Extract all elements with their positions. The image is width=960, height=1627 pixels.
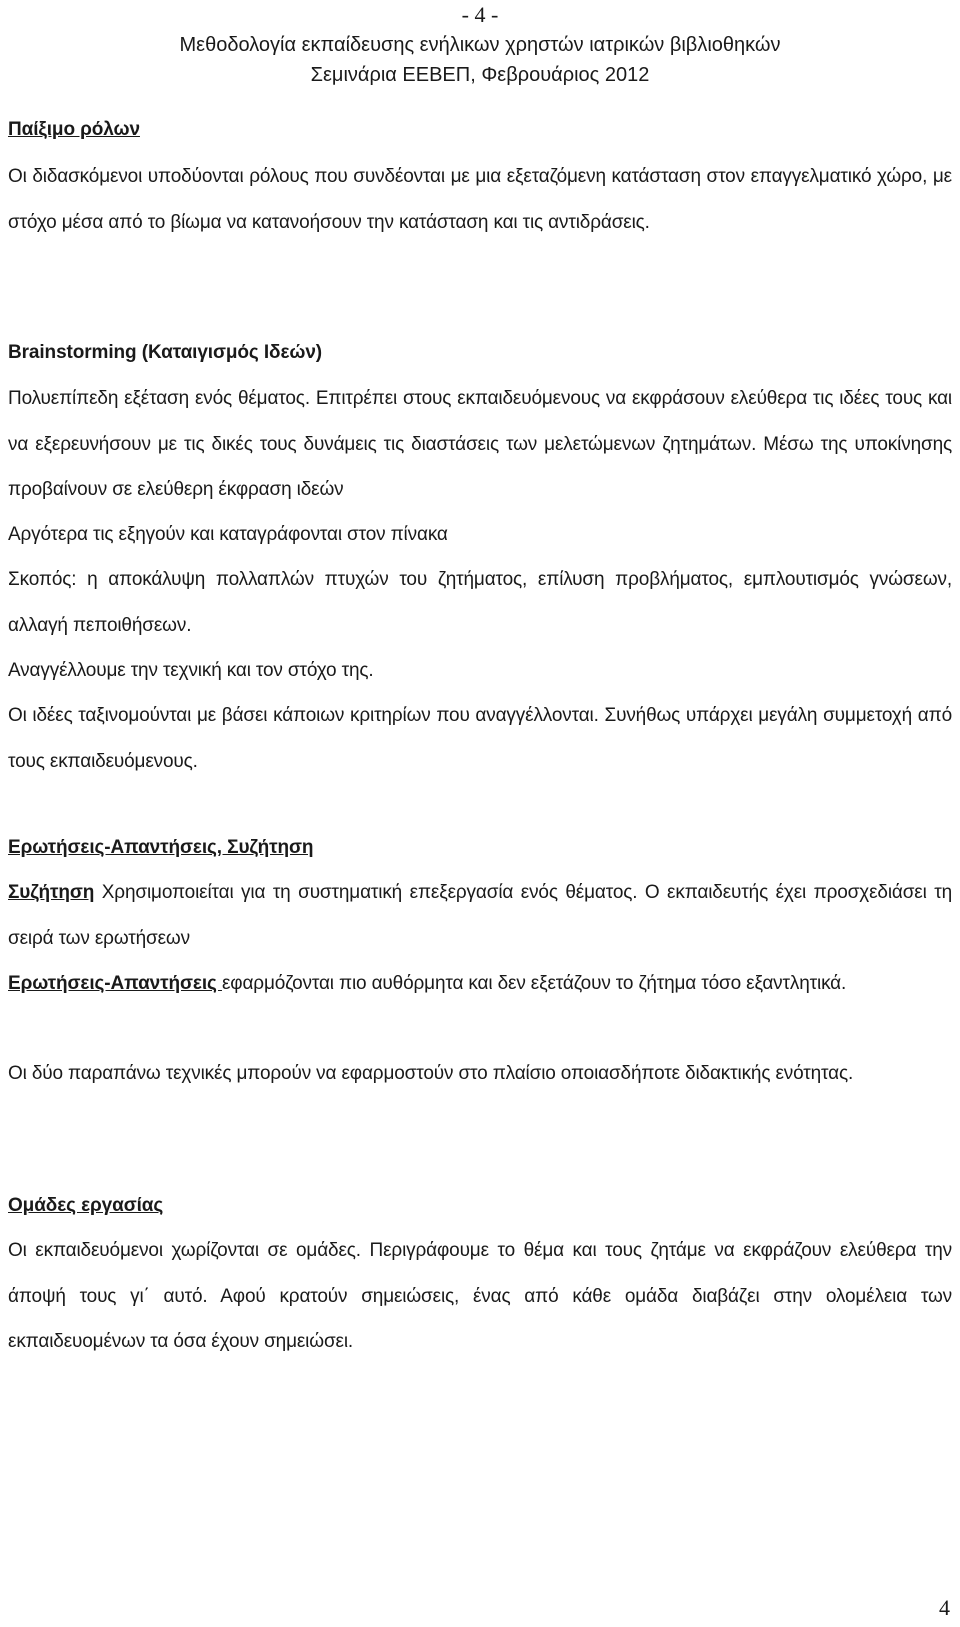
heading-role-play: Παίξιμο ρόλων xyxy=(8,119,140,140)
paragraph-qa xyxy=(8,961,952,1007)
paragraph-brainstorming-classify: Οι ιδέες ταξινομούνται με βάσει κάποιων κριτηρίων που αναγγέλλονται. Συνήθως υπάρχει μεγάλη συμμετοχή από τους εκπαιδευόμενους. xyxy=(8,705,952,772)
header-subtitle: Σεμινάρια ΕΕΒΕΠ, Φεβρουάριος 2012 xyxy=(310,64,650,86)
header-title: Μεθοδολογία εκπαίδευσης ενήλικων χρηστών ιατρικών βιβλιοθηκών xyxy=(179,34,781,56)
paragraph-brainstorming-announce: Αναγγέλλουμε την τεχνική και τον στόχο της. xyxy=(8,660,374,681)
paragraph-brainstorming-intro: Πολυεπίπεδη εξέταση ενός θέματος. Επιτρέπει στους εκπαιδευόμενους να εκφράσουν ελεύθερα τις ιδέες τους και να εξερευνήσουν με τις δικές τους δυνάμεις τις διαστάσεις των μελετώμενων ζητημάτων. Μέσω της υποκίνησης προβαίνουν σε ελεύθερη έκφραση ιδεών xyxy=(8,388,952,500)
heading-work-groups: Ομάδες εργασίας xyxy=(8,1195,164,1216)
paragraph-role-play: Οι διδασκόμενοι υποδύονται ρόλους που συνδέονται με μια εξεταζόμενη κατάσταση στον επαγγελματικό χώρο, με στόχο μέσα από το βίωμα να κατανοήσουν την κατάσταση και τις αντιδράσεις. xyxy=(8,166,952,233)
heading-qa-discussion: Ερωτήσεις-Απαντήσεις, Συζήτηση xyxy=(8,837,314,858)
paragraph-brainstorming-record: Αργότερα τις εξηγούν και καταγράφονται στον πίνακα xyxy=(8,524,448,545)
paragraph-work-groups: Οι εκπαιδευόμενοι χωρίζονται σε ομάδες. Περιγράφουμε το θέμα και τους ζητάμε να εκφράζουν ελεύθερα την άποψή τους γι΄ αυτό. Αφού κρατούν σημειώσεις, ένας από κάθε ομάδα διαβάζει στην ολομέλεια των εκπαιδευομένων τα όσα έχουν σημειώσει. xyxy=(8,1240,952,1352)
heading-brainstorming: Brainstorming (Καταιγισμός Ιδεών) xyxy=(8,342,323,363)
page-number: 4 xyxy=(939,1595,950,1620)
paragraph-qa-techniques: Οι δύο παραπάνω τεχνικές μπορούν να εφαρμοστούν στο πλαίσιο οποιασδήποτε διδακτικής ενότητας. xyxy=(8,1063,854,1084)
paragraph-discussion xyxy=(8,870,952,961)
term-discussion: Συζήτηση xyxy=(8,882,95,903)
term-qa: Ερωτήσεις-Απαντήσεις xyxy=(8,973,222,994)
text-qa: εφαρμόζονται πιο αυθόρμητα και δεν εξετάζουν το ζήτημα τόσο εξαντλητικά. xyxy=(221,973,847,994)
paragraph-brainstorming-goal: Σκοπός: η αποκάλυψη πολλαπλών πτυχών του ζητήματος, επίλυση προβλήματος, εμπλουτισμός γνώσεων, αλλαγή πεποιθήσεων. xyxy=(8,569,952,636)
page-marker-top: - 4 - xyxy=(461,2,499,27)
text-discussion: Χρησιμοποιείται για τη συστηματική επεξεργασία ενός θέματος. Ο εκπαιδευτής έχει προσχεδιάσει τη σειρά των ερωτήσεων xyxy=(8,882,952,949)
